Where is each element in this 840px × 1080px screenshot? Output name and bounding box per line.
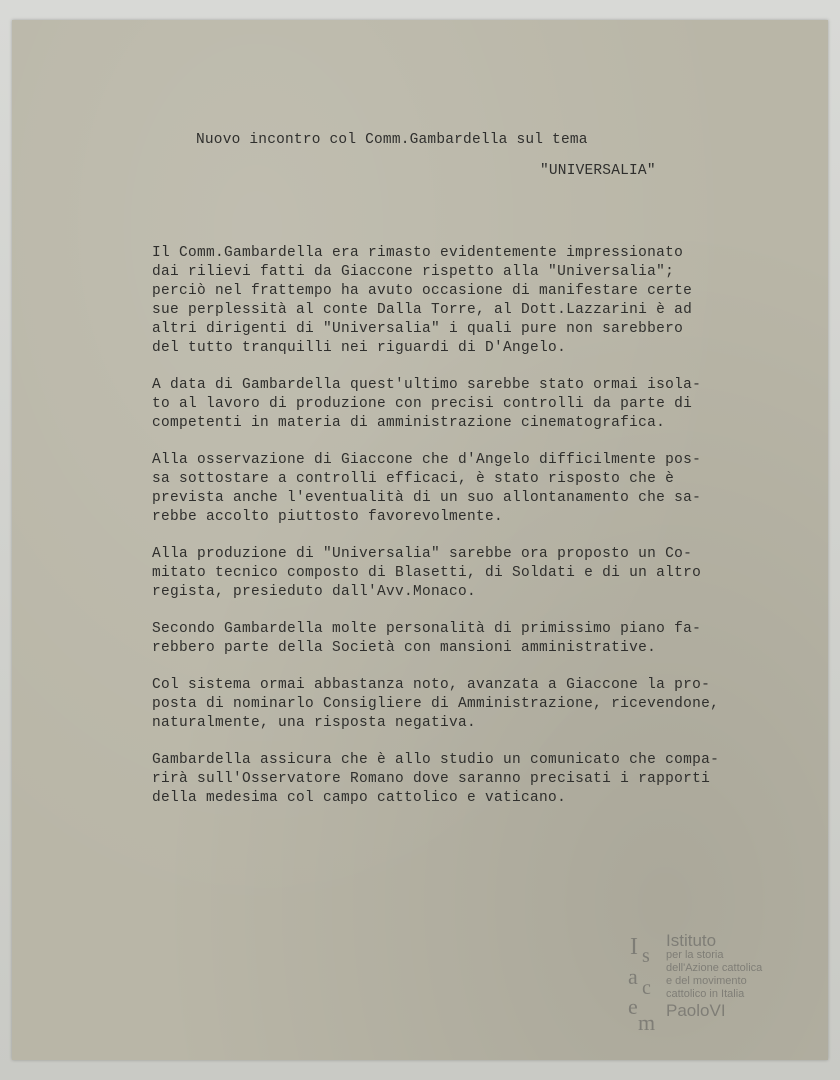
- text-line: competenti in materia di amministrazione cinematografica.: [152, 415, 666, 431]
- svg-text:c: c: [642, 977, 651, 999]
- text-line: rebbero parte della Società con mansioni amministrative.: [152, 640, 657, 656]
- text-line: rirà sull'Osservatore Romano dove saranno precisati i rapporti: [152, 771, 711, 787]
- archive-stamp: [626, 932, 776, 1036]
- text-line: prevista anche l'eventualità di un suo allontanamento che sa-: [152, 490, 702, 506]
- text-line: Alla osservazione di Giaccone che d'Angelo difficilmente pos-: [152, 452, 702, 468]
- text-line: Secondo Gambardella molte personalità di primissimo piano fa-: [152, 621, 702, 637]
- text-line: Alla produzione di "Universalia" sarebbe ora proposto un Co-: [152, 546, 693, 562]
- stamp-line: cattolico in Italia: [666, 988, 745, 1000]
- text-line: dai rilievi fatti da Giaccone rispetto alla "Universalia";: [152, 264, 675, 280]
- svg-text:a: a: [628, 964, 638, 989]
- isacem-logo-mark: [626, 932, 662, 1032]
- stamp-line: dell'Azione cattolica: [666, 962, 763, 974]
- paragraph: [152, 545, 772, 602]
- text-line: naturalmente, una risposta negativa.: [152, 715, 477, 731]
- text-line: Il Comm.Gambardella era rimasto evidentemente impressionato: [152, 245, 684, 261]
- text-line: A data di Gambardella quest'ultimo sarebbe stato ormai isola-: [152, 377, 702, 393]
- text-line: perciò nel frattempo ha avuto occasione di manifestare certe: [152, 283, 693, 299]
- text-line: altri dirigenti di "Universalia" i quali pure non sarebbero: [152, 321, 684, 337]
- text-line: Col sistema ormai abbastanza noto, avanzata a Giaccone la pro-: [152, 677, 711, 693]
- stamp-line: e del movimento: [666, 975, 747, 987]
- text-line: sue perplessità al conte Dalla Torre, al Dott.Lazzarini è ad: [152, 302, 693, 318]
- text-line: Gambardella assicura che è allo studio un comunicato che compa-: [152, 752, 720, 768]
- text-line: mitato tecnico composto di Blasetti, di Soldati e di un altro: [152, 565, 702, 581]
- text-line: del tutto tranquilli nei riguardi di D'Angelo.: [152, 340, 567, 356]
- svg-text:m: m: [638, 1010, 656, 1032]
- text-line: della medesima col campo cattolico e vaticano.: [152, 790, 567, 806]
- svg-text:e: e: [628, 994, 638, 1019]
- document-title: Nuovo incontro col Comm.Gambardella sul tema: [196, 132, 588, 148]
- text-line: regista, presieduto dall'Avv.Monaco.: [152, 584, 477, 600]
- document-body: [152, 244, 772, 826]
- paragraph: [152, 620, 772, 658]
- stamp-line: per la storia: [666, 949, 724, 961]
- svg-text:s: s: [642, 945, 650, 967]
- stamp-name: Istituto: [666, 931, 717, 950]
- archive-stamp-text: [666, 932, 762, 1020]
- paragraph: [152, 751, 772, 808]
- stamp-footer: PaoloVI: [666, 1001, 726, 1020]
- paragraph: [152, 376, 772, 433]
- paragraph: [152, 451, 772, 527]
- paragraph: [152, 676, 772, 733]
- svg-text:I: I: [630, 934, 638, 960]
- text-line: to al lavoro di produzione con precisi controlli da parte di: [152, 396, 693, 412]
- text-line: sa sottostare a controlli efficaci, è stato risposto che è: [152, 471, 675, 487]
- text-line: posta di nominarlo Consigliere di Amministrazione, ricevendone,: [152, 696, 720, 712]
- text-line: rebbe accolto piuttosto favorevolmente.: [152, 509, 504, 525]
- paragraph: [152, 244, 772, 358]
- document-subtitle: "UNIVERSALIA": [540, 163, 656, 179]
